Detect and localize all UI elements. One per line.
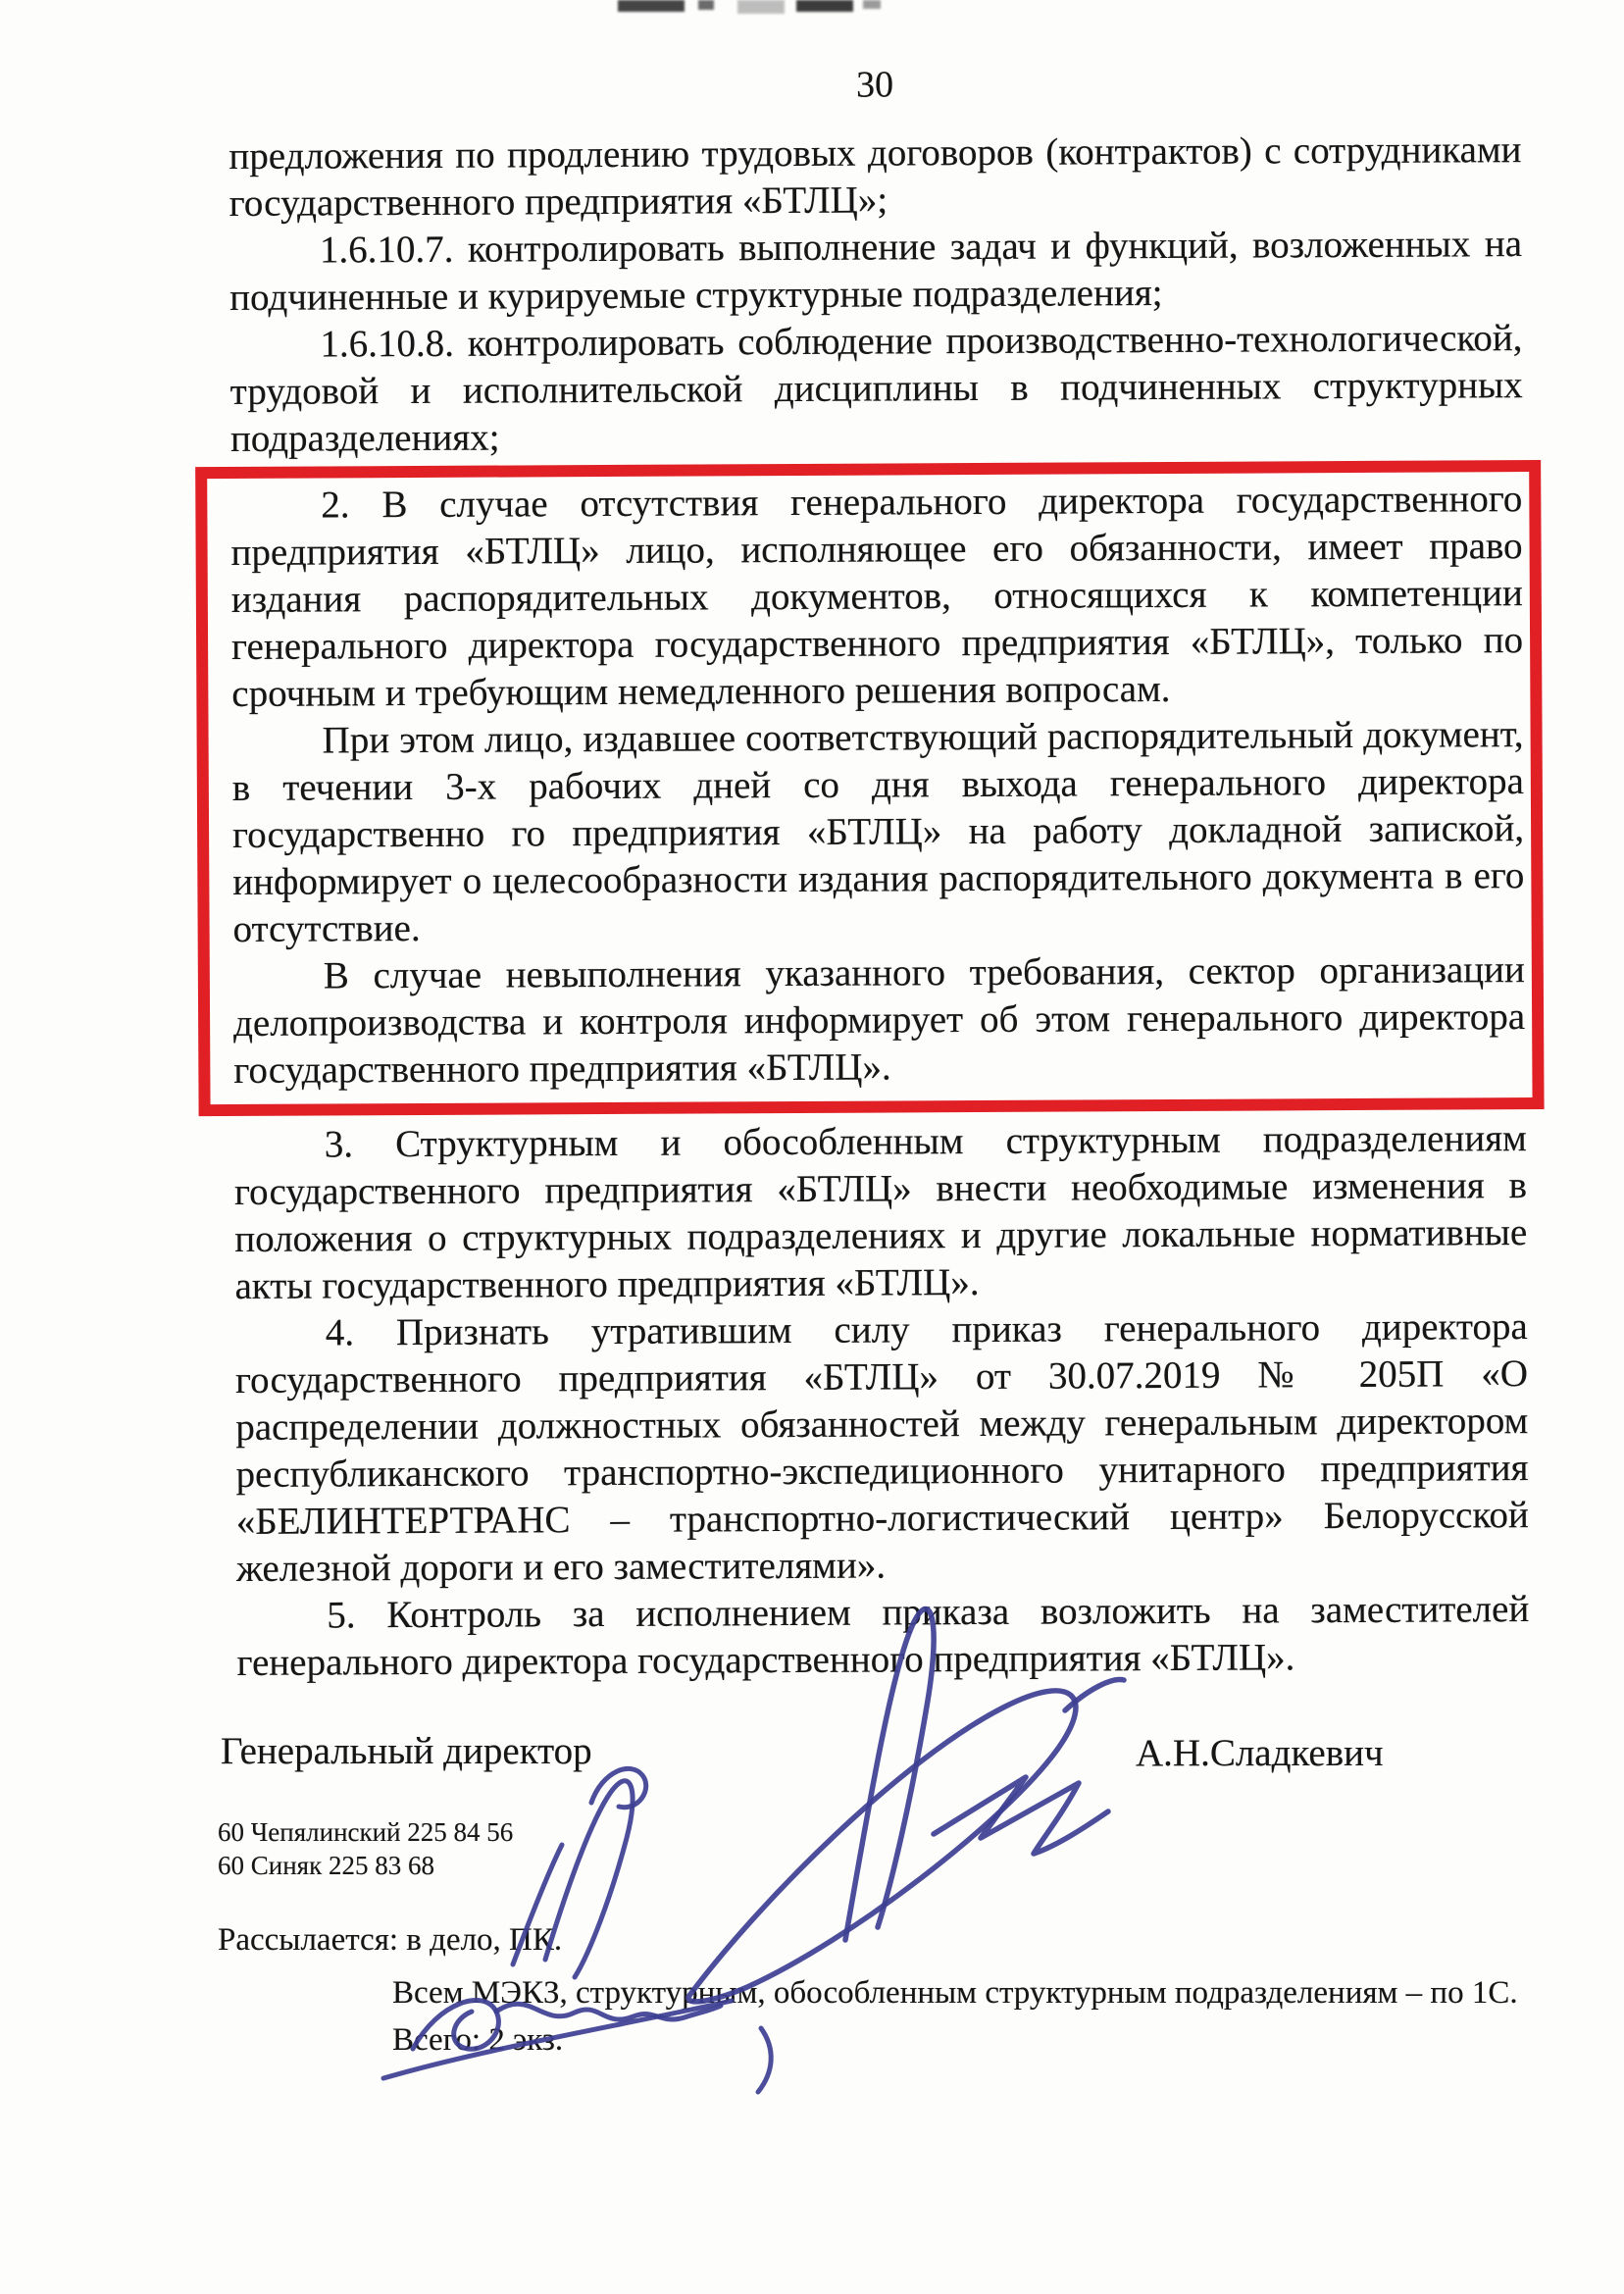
- highlight-box: [195, 460, 1544, 1116]
- signer-name: А.Н.Сладкевич: [1136, 1732, 1384, 1774]
- distribution-line: Всего: 2 экз.: [392, 2022, 564, 2058]
- body-paragraph: В случае невыполнения указанного требования, сектор организации делопроизводства и контроля информирует об этом генерального директора государственного предприятия «БТЛЦ».: [233, 948, 1526, 1092]
- body-paragraph: При этом лицо, издавшее соответствующий распорядительный документ, в течении 3-х рабочих дней со дня выхода генерального директора государственно го предприятия «БТЛЦ» на работу докладной запиской, информирует о целесообразности издания распорядительного документа в его отсутствие.: [231, 713, 1525, 950]
- body-paragraph: 1.6.10.7. контролировать выполнение задач и функций, возложенных на подчиненные и курируемые структурные подразделения;: [229, 223, 1523, 319]
- signer-position-label: Генеральный директор: [221, 1730, 592, 1772]
- distribution-line: Всем МЭКЗ, структурным, обособленным структурным подразделениям – по 1С.: [392, 1975, 1518, 2011]
- executor-contact-line: 60 Синяк 225 83 68: [218, 1851, 434, 1880]
- scan-artifact: [737, 0, 785, 14]
- body-paragraph: 5. Контроль за исполнением приказа возложить на заместителей генерального директора государственного предприятия «БТЛЦ».: [236, 1588, 1530, 1684]
- body-paragraph: 4. Признать утратившим силу приказ генерального директора государственного предприятия «БТЛЦ» от 30.07.2019 № 205П «О распределении должностных обязанностей между генеральным директором республиканского транспортно-экспедиционного унитарного предприятия «БЕЛИНТЕРТРАНС – транспортно-логистический центр» Белорусской железной дороги и его заместителями».: [234, 1305, 1529, 1590]
- body-paragraph: 2. В случае отсутствия генерального директора государственного предприятия «БТЛЦ» лицо, исполняющее его обязанности, имеет право издания распорядительных документов, относящихся к компетенции генерального директора государственного предприятия «БТЛЦ», только по срочным и требующим немедленного решения вопросам.: [230, 478, 1524, 715]
- page-number: 30: [856, 64, 894, 106]
- document-body: [228, 58, 1530, 1687]
- distribution-line: Рассылается: в дело, ПК.: [218, 1922, 563, 1958]
- scan-artifact: [618, 0, 685, 12]
- scan-artifact: [863, 0, 881, 9]
- body-paragraph: предложения по продлению трудовых договоров (контрактов) с сотрудниками государственного предприятия «БТЛЦ»;: [228, 128, 1522, 225]
- scan-artifact: [698, 0, 714, 10]
- body-paragraph: 1.6.10.8. контролировать соблюдение производственно-технологической, трудовой и исполнительской дисциплины в подчиненных структурных подразделениях;: [229, 317, 1523, 460]
- body-paragraph: 3. Структурным и обособленным структурным подразделениям государственного предприятия «БТЛЦ» внести необходимые изменения в положения о структурных подразделениях и другие локальные нормативные акты государственного предприятия «БТЛЦ».: [233, 1117, 1528, 1307]
- executor-contact-line: 60 Чепялинский 225 84 56: [218, 1817, 514, 1847]
- scan-artifact: [796, 0, 853, 12]
